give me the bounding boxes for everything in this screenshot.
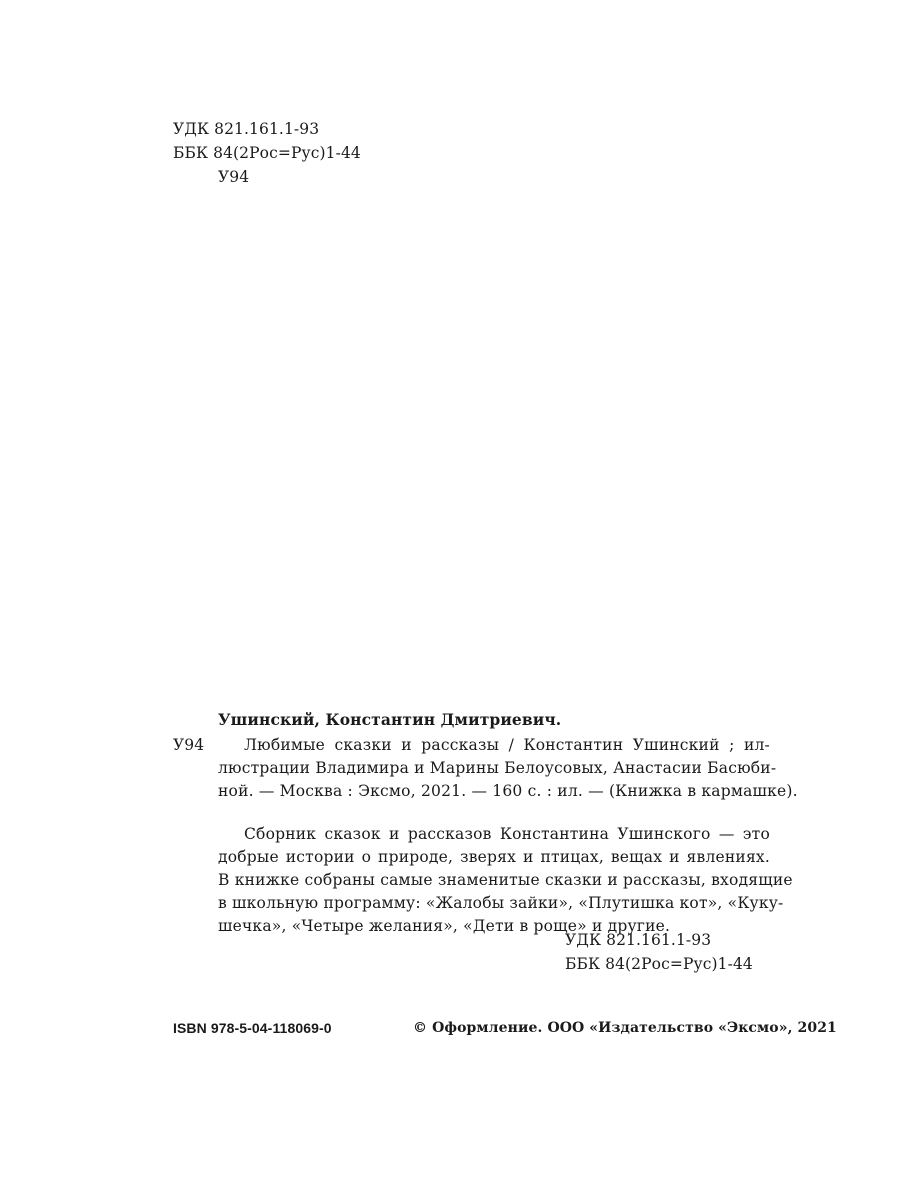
udk-code-top: УДК 821.161.1-93	[173, 120, 320, 138]
author-mark-side: У94	[173, 736, 205, 754]
isbn: ISBN 978-5-04-118069-0	[173, 1020, 332, 1036]
bbk-code-bottom: ББК 84(2Рос=Рус)1-44	[565, 955, 753, 973]
bbk-code-top: ББК 84(2Рос=Рус)1-44	[173, 144, 361, 162]
annotation-line: Сборник сказок и рассказов Константина Ушинского — это	[244, 825, 770, 843]
annotation-line: в школьную программу: «Жалобы зайки», «Плутишка кот», «Куку-	[218, 894, 784, 912]
bibliographic-line: ной. — Москва : Эксмо, 2021. — 160 с. : ил. — (Книжка в кармашке).	[218, 782, 798, 800]
bibliographic-line: Любимые сказки и рассказы / Константин Ушинский ; ил-	[244, 736, 770, 754]
author-mark-top: У94	[218, 168, 250, 186]
bibliographic-line: люстрации Владимира и Марины Белоусовых, Анастасии Басюби-	[218, 759, 777, 777]
annotation-line: В книжке собраны самые знаменитые сказки и рассказы, входящие	[218, 871, 793, 889]
author-name: Ушинский, Константин Дмитриевич.	[218, 710, 562, 729]
annotation-line: добрые истории о природе, зверях и птицах, вещах и явлениях.	[218, 848, 770, 866]
copyright-notice: © Оформление. ООО «Издательство «Эксмо», 2021	[413, 1020, 837, 1036]
udk-code-bottom: УДК 821.161.1-93	[565, 931, 712, 949]
annotation-line: шечка», «Четыре желания», «Дети в роще» и другие.	[218, 917, 671, 935]
